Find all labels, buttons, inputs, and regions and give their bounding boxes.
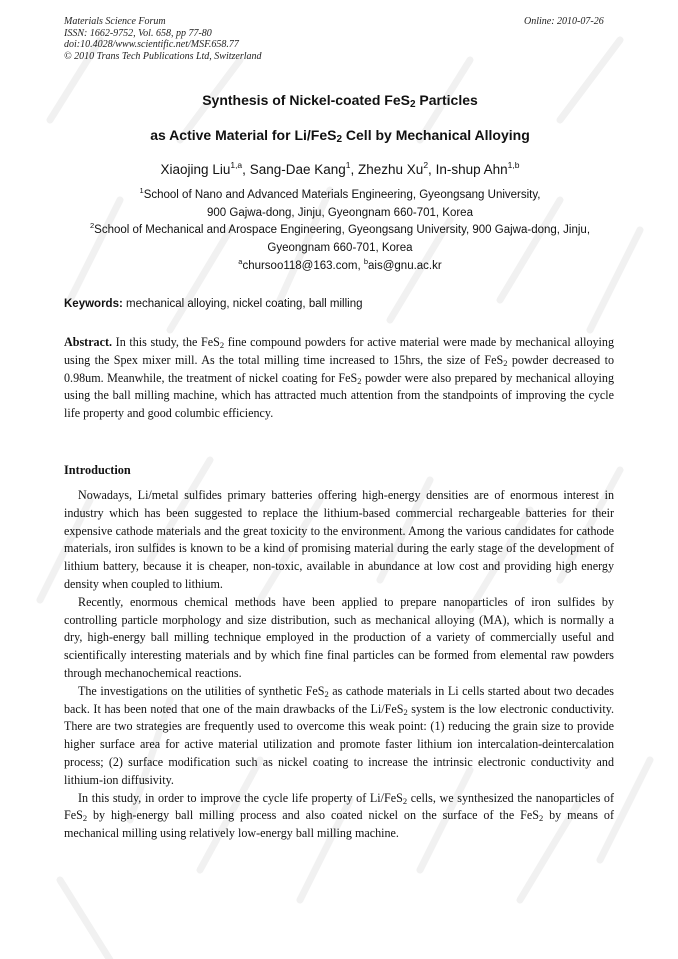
journal-name: Materials Science Forum	[64, 16, 166, 27]
online-date: Online: 2010-07-26	[524, 16, 604, 27]
title-text-2a: as Active Material for Li/FeS	[150, 127, 337, 143]
affiliation-1-line1	[40, 186, 640, 201]
aff-text: School of Mechanical and Arospace Engineering, Gyeongsang University, 900 Gajwa-dong, Jinju,	[94, 224, 591, 236]
subscript: 2	[538, 813, 544, 824]
intro-paragraph-2: Recently, enormous chemical methods have been applied to prepare nanoparticles of iron sulfides by controlling particle morphology and size distribution, such as mechanical alloying (MA), which is normally a dry, high-energy ball milling technique employed in the production of a variety of commercially useful and scientifically interesting materials and by which fine final particles can be formed from elemental raw powders through mechanochemical reactions.	[64, 594, 614, 680]
keywords-text: mechanical alloying, nickel coating, ball milling	[122, 298, 363, 310]
abstract-text: powder decreased to 0.98um. Meanwhile, the treatment of nickel coating for FeS	[64, 352, 614, 385]
copyright-line: © 2010 Trans Tech Publications Ltd, Switzerland	[64, 50, 262, 62]
intro-text: The investigations on the utilities of synthetic FeS	[78, 683, 325, 698]
journal-header	[64, 16, 262, 62]
intro-paragraph-3	[64, 683, 614, 790]
intro-paragraph-4	[64, 790, 614, 843]
aff-sup: 1	[139, 186, 144, 195]
email-b[interactable]: ais@gnu.ac.kr	[368, 260, 442, 272]
title-text-1a: Synthesis of Nickel-coated FeS	[202, 92, 410, 108]
author-name: In-shup Ahn	[435, 162, 508, 177]
affiliation-2-line2: Gyeongnam 660-701, Korea	[267, 242, 413, 254]
title-text-1b: Particles	[415, 92, 478, 108]
abstract-paragraph	[64, 334, 614, 423]
author-sup: 1,a	[230, 160, 243, 170]
intro-text: In this study, in order to improve the cycle life property of Li/FeS	[78, 790, 403, 805]
email-line	[40, 257, 640, 272]
author-sep: ,	[350, 162, 359, 177]
intro-text: by means of mechanical milling using relatively low-energy ball milling machine.	[64, 808, 614, 841]
email-sup-b: b	[363, 257, 369, 266]
paper-title-line1	[40, 92, 640, 108]
title-text-2b: Cell by Mechanical Alloying	[342, 127, 530, 143]
introduction-body	[64, 487, 614, 843]
author-sup: 2	[423, 160, 429, 170]
section-heading-introduction: Introduction	[64, 463, 131, 477]
doi-line: doi:10.4028/www.scientific.net/MSF.658.77	[64, 39, 239, 50]
author-list	[40, 162, 640, 177]
subscript: 2	[219, 340, 225, 350]
abstract-label: Abstract.	[64, 335, 113, 349]
subscript: 2	[402, 795, 408, 806]
intro-text: cells, we synthesized the nanoparticles of FeS	[64, 790, 614, 823]
abstract-text: powder were also prepared by mechanical alloying using the ball milling machine, which has attracted much attention from the standpoints of improving the cycle life property and good columbic efficiency.	[64, 370, 615, 421]
abstract-text: In this study, the FeS	[112, 335, 220, 349]
intro-text: system is the low electronic conductivity. There are two strategies are frequently used to overcome this weak point: (1) reducing the grain size to provide higher surface area for active material utilization and promote faster lithium ion intercalation-deintercalation process; (2) surface modification such as nickel coating to increase the intrinsic electronic conductivity and lithium-ion diffusivity.	[64, 701, 614, 787]
author-name: Xiaojing Liu	[160, 162, 231, 177]
aff-text: School of Nano and Advanced Materials Engineering, Gyeongsang University,	[143, 189, 541, 201]
subscript: 2	[82, 813, 88, 824]
title-sub-1: 2	[409, 99, 416, 110]
intro-text: by high-energy ball milling process and also coated nickel on the surface of the FeS	[87, 808, 539, 823]
author-sup: 1	[345, 160, 351, 170]
title-sub-2: 2	[336, 134, 343, 145]
keywords-line	[64, 298, 624, 310]
subscript: 2	[324, 688, 329, 699]
subscript: 2	[357, 375, 362, 386]
email-a[interactable]: chursoo118@163.com,	[242, 260, 364, 272]
paper-title-line2	[40, 127, 640, 143]
author-sep: ,	[428, 162, 436, 177]
intro-paragraph-1: Nowadays, Li/metal sulfides primary batteries offering high-energy densities are of enormous interest in industry which has been suggested to replace the lithium-based commercial rechargeable batteries for their expensive cathode materials and the great toxicity to the environment. Among the various candidates for cathode materials, iron sulfides is known to be a kind of promising material during the early stage of the development of lithium battery, because it is cheaper, non-toxic, available in abundance at low cost and providing high energy density when coupled to lithium.	[64, 488, 614, 591]
keywords-label: Keywords:	[64, 298, 123, 310]
email-sup-a: a	[238, 257, 243, 266]
aff-sup: 2	[89, 221, 95, 230]
intro-text: as cathode materials in Li cells started about two decades back. It has been noted that one of the main drawbacks of the Li/FeS	[64, 683, 614, 716]
issn-line: ISSN: 1662-9752, Vol. 658, pp 77-80	[64, 27, 212, 39]
affiliation-1-line2: 900 Gajwa-dong, Jinju, Gyeongnam 660-701, Korea	[207, 207, 473, 219]
subscript: 2	[503, 357, 508, 368]
author-sep: ,	[242, 162, 250, 177]
author-sup: 1,b	[507, 160, 520, 170]
subscript: 2	[403, 706, 408, 717]
abstract-text: fine compound powders for active material were made by mechanical alloying using the Spex mixer mill. As the total milling time increased to 15hrs, the size of FeS	[64, 335, 614, 367]
author-name: Sang-Dae Kang	[249, 162, 346, 177]
author-name: Zhezhu Xu	[358, 162, 424, 177]
affiliation-2-line1	[40, 221, 640, 236]
